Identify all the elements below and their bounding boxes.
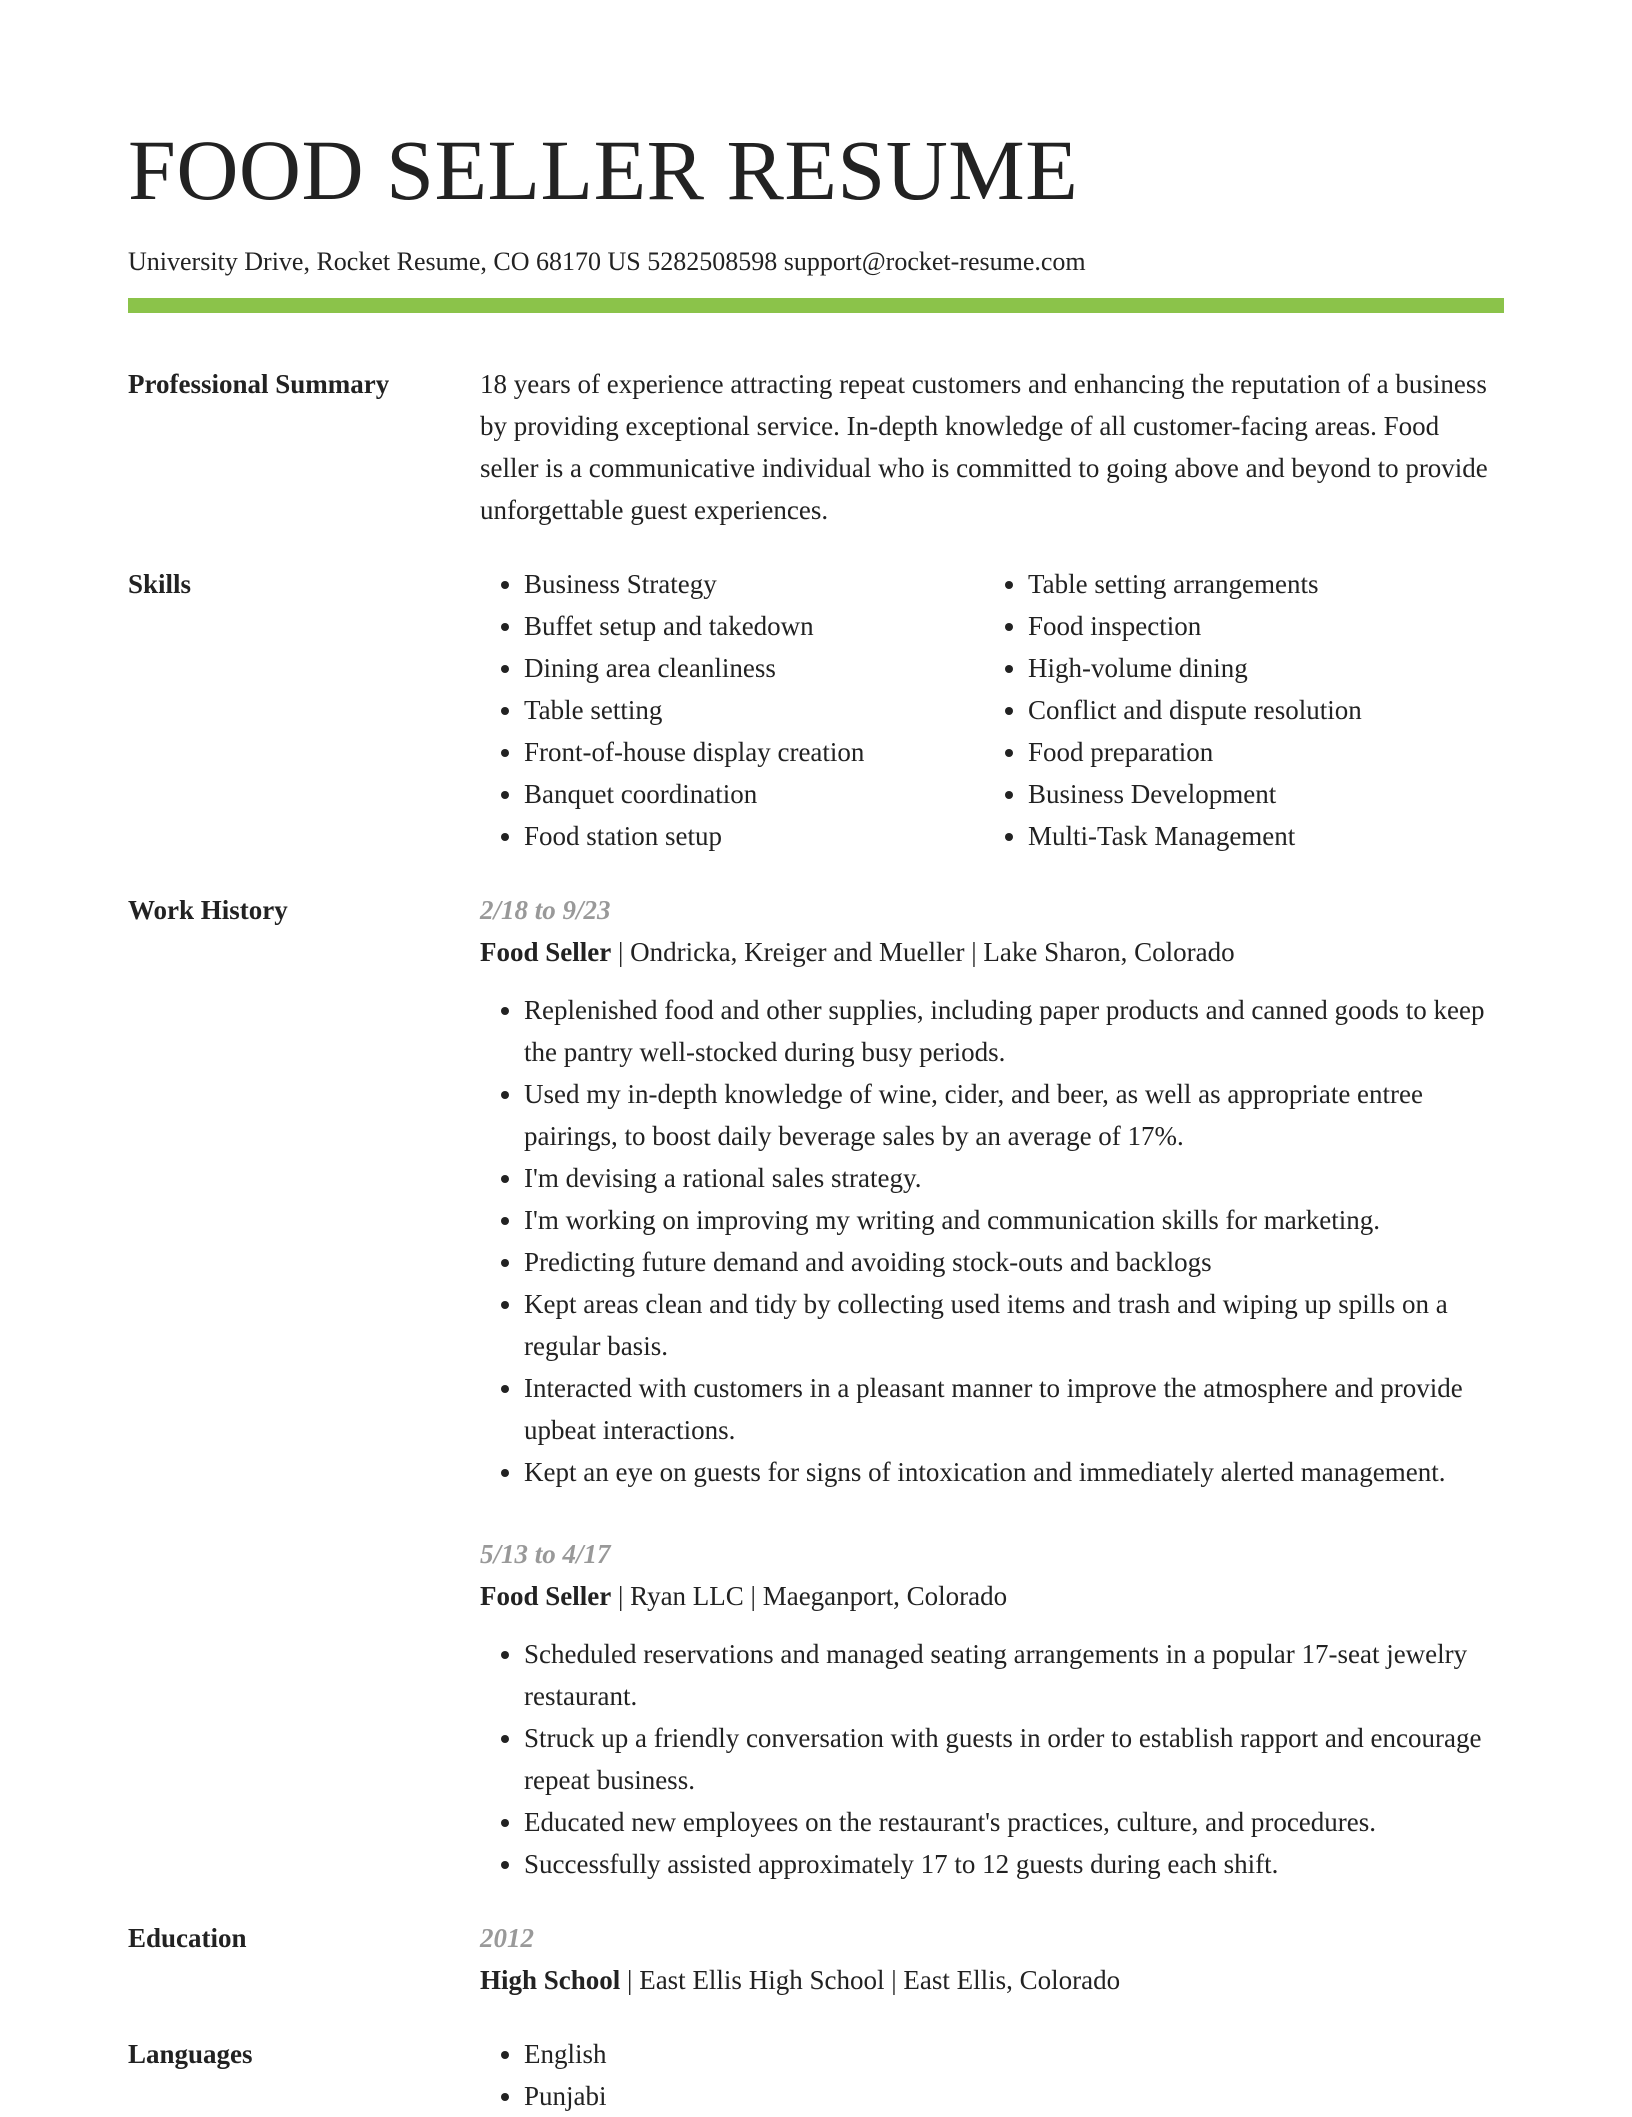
- summary-body: [480, 363, 1504, 531]
- skill-item: • Banquet coordination: [524, 773, 984, 815]
- work-history-section: [128, 889, 1504, 1885]
- skills-grid: [480, 563, 1504, 857]
- accent-divider: [128, 298, 1504, 313]
- skills-heading: Skills: [128, 569, 192, 599]
- skill-item: • Dining area cleanliness: [524, 647, 984, 689]
- summary-heading: Professional Summary: [128, 369, 390, 399]
- skill-item: • High-volume dining: [1028, 647, 1488, 689]
- skill-item: • Buffet setup and takedown: [524, 605, 984, 647]
- work-history-body: [480, 889, 1504, 1885]
- job-duty: • I'm devising a rational sales strategy.: [524, 1157, 1504, 1199]
- education-details: | East Ellis High School | East Ellis, Colorado: [620, 1965, 1121, 1995]
- skill-item: • Food inspection: [1028, 605, 1488, 647]
- job-title: Food Seller: [480, 937, 612, 967]
- skill-item: • Front-of-house display creation: [524, 731, 984, 773]
- education-year: 2012: [480, 1923, 534, 1953]
- skills-section: [128, 563, 1504, 857]
- education-body: [480, 1917, 1504, 2001]
- language-item: • Punjabi: [524, 2075, 1504, 2117]
- job-duties: [480, 989, 1504, 1493]
- skill-item: • Food preparation: [1028, 731, 1488, 773]
- job-header: [480, 1575, 1504, 1617]
- job-duty: • Scheduled reservations and managed seating arrangements in a popular 17-seat jewelry restaurant.: [524, 1633, 1504, 1717]
- skill-item: • Business Development: [1028, 773, 1488, 815]
- resume-title: FOOD SELLER RESUME: [128, 122, 1079, 218]
- job-title: Food Seller: [480, 1581, 612, 1611]
- languages-body: [480, 2033, 1504, 2117]
- job-duty: • Used my in-depth knowledge of wine, cider, and beer, as well as appropriate entree pairings, to boost daily beverage sales by an average of 17%.: [524, 1073, 1504, 1157]
- job-entry: [480, 1533, 1504, 1885]
- job-duty: • Struck up a friendly conversation with guests in order to establish rapport and encourage repeat business.: [524, 1717, 1504, 1801]
- contact-info: University Drive, Rocket Resume, CO 68170 US 5282508598 support@rocket-resume.com: [128, 247, 1086, 276]
- job-duty: • Kept areas clean and tidy by collecting used items and trash and wiping up spills on a regular basis.: [524, 1283, 1504, 1367]
- education-heading: Education: [128, 1923, 247, 1953]
- languages-section: [128, 2033, 1504, 2117]
- education-degree: High School: [480, 1965, 621, 1995]
- education-section: [128, 1917, 1504, 2001]
- job-entry: [480, 889, 1504, 1493]
- skill-item: • Conflict and dispute resolution: [1028, 689, 1488, 731]
- summary-text: 18 years of experience attracting repeat customers and enhancing the reputation of a business by providing exceptional service. In-depth knowledge of all customer-facing areas. Food seller is a communicative individual who is committed to going above and beyond to provide unforgettable guest experiences.: [480, 369, 1488, 525]
- job-details: | Ondricka, Kreiger and Mueller | Lake Sharon, Colorado: [611, 937, 1235, 967]
- resume-page: [128, 0, 1504, 2117]
- job-dates: 2/18 to 9/23: [480, 895, 611, 925]
- job-dates: 5/13 to 4/17: [480, 1539, 611, 1569]
- skills-column-right: [984, 563, 1488, 857]
- languages-heading: Languages: [128, 2039, 253, 2069]
- languages-list: [480, 2033, 1504, 2117]
- job-header: [480, 931, 1504, 973]
- skill-item: • Table setting arrangements: [1028, 563, 1488, 605]
- work-history-heading: Work History: [128, 895, 288, 925]
- education-header: [480, 1959, 1504, 2001]
- job-duty: • Predicting future demand and avoiding stock-outs and backlogs: [524, 1241, 1504, 1283]
- skill-item: • Business Strategy: [524, 563, 984, 605]
- skill-item: • Table setting: [524, 689, 984, 731]
- job-duty: • Kept an eye on guests for signs of intoxication and immediately alerted management.: [524, 1451, 1504, 1493]
- job-duties: [480, 1633, 1504, 1885]
- job-duty: • Replenished food and other supplies, including paper products and canned goods to keep the pantry well-stocked during busy periods.: [524, 989, 1504, 1073]
- skills-column-left: [480, 563, 984, 857]
- job-duty: • Interacted with customers in a pleasant manner to improve the atmosphere and provide upbeat interactions.: [524, 1367, 1504, 1451]
- skill-item: • Multi-Task Management: [1028, 815, 1488, 857]
- job-details: | Ryan LLC | Maeganport, Colorado: [611, 1581, 1008, 1611]
- summary-section: [128, 363, 1504, 531]
- job-duty: • Successfully assisted approximately 17 to 12 guests during each shift.: [524, 1843, 1504, 1885]
- job-duty: • Educated new employees on the restaurant's practices, culture, and procedures.: [524, 1801, 1504, 1843]
- job-duty: • I'm working on improving my writing and communication skills for marketing.: [524, 1199, 1504, 1241]
- language-item: • English: [524, 2033, 1504, 2075]
- skill-item: • Food station setup: [524, 815, 984, 857]
